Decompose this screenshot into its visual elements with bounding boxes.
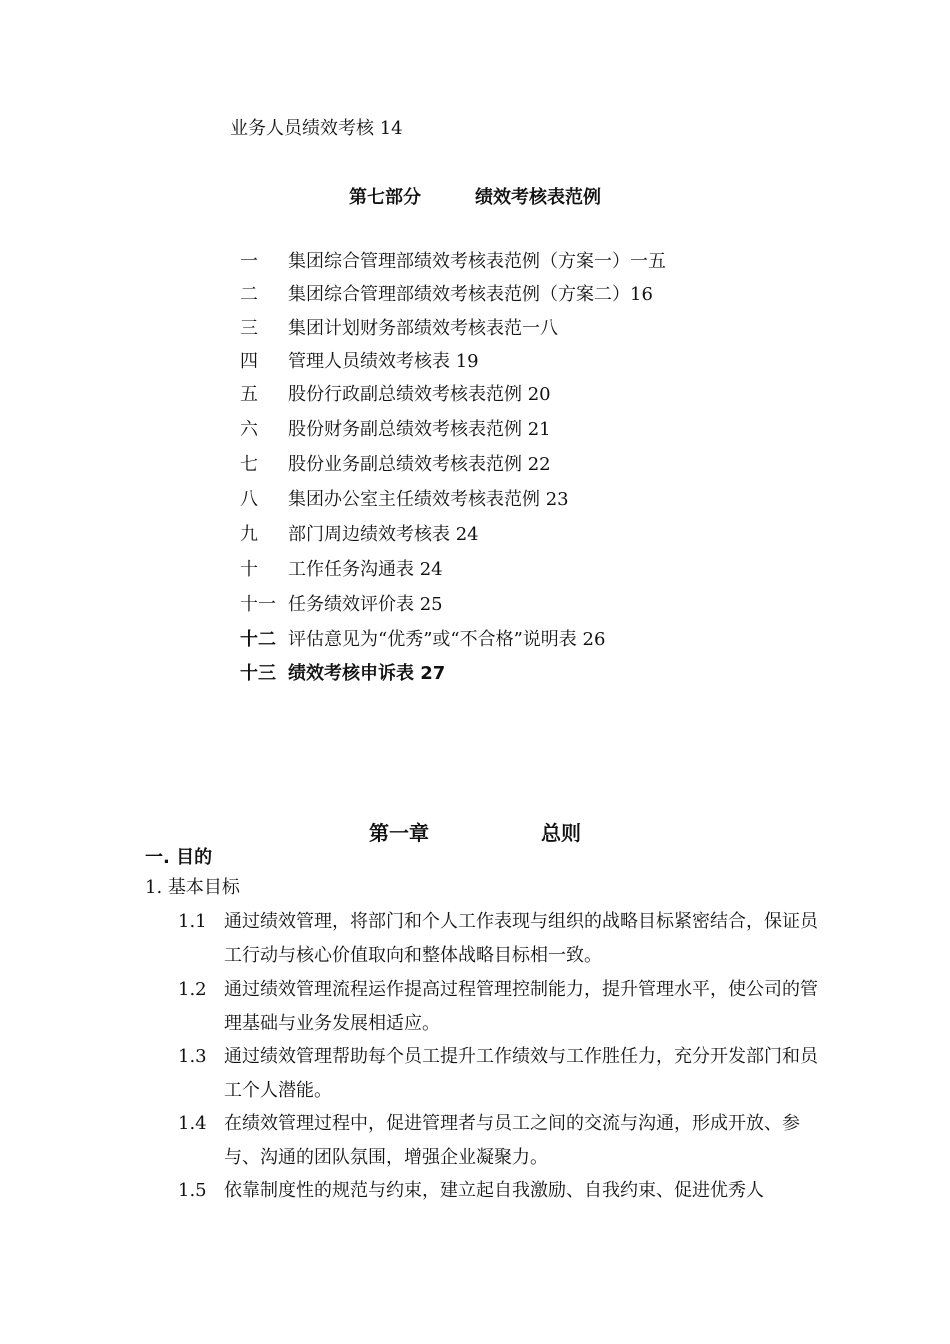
- toc-entry-text: 股份行政副总绩效考核表范例 20: [288, 384, 551, 405]
- subsection-heading: 1. 基本目标: [145, 877, 240, 898]
- list-item-number: 1.4: [178, 1113, 207, 1134]
- list-item-text: 通过绩效管理，将部门和个人工作表现与组织的战略目标紧密结合，保证员工行动与核心价值取向和整体战略目标相一致。: [224, 911, 818, 966]
- toc-entry-number: 三: [240, 318, 258, 339]
- toc-entry-number: 七: [240, 454, 258, 475]
- list-item-number: 1.2: [178, 979, 207, 1000]
- list-item-number: 1.3: [178, 1046, 207, 1067]
- toc-entry-text: 集团计划财务部绩效考核表范一八: [288, 318, 558, 339]
- chapter-title: 总则: [541, 821, 581, 845]
- toc-line-prev: 业务人员绩效考核 14: [230, 118, 403, 139]
- toc-entry-text: 部门周边绩效考核表 24: [288, 524, 479, 545]
- toc-entry-number: 四: [240, 351, 258, 372]
- chapter-label: 第一章: [369, 821, 429, 845]
- toc-entry-number: 八: [240, 489, 258, 510]
- toc-entry-text: 绩效考核申诉表 27: [288, 663, 446, 684]
- list-item-number: 1.5: [178, 1180, 207, 1201]
- toc-entry-number: 六: [240, 419, 258, 440]
- list-item-text: 通过绩效管理帮助每个员工提升工作绩效与工作胜任力，充分开发部门和员工个人潜能。: [224, 1046, 818, 1101]
- toc-entry-text: 股份业务副总绩效考核表范例 22: [288, 454, 551, 475]
- part-title: 绩效考核表范例: [475, 187, 601, 208]
- toc-entry-number: 十三: [240, 663, 276, 684]
- part-label: 第七部分: [349, 187, 421, 208]
- toc-entry-number: 十二: [240, 629, 276, 650]
- toc-entry-text: 评估意见为“优秀”或“不合格”说明表 26: [288, 629, 606, 650]
- chapter-heading: [0, 817, 950, 846]
- toc-entry-text: 集团办公室主任绩效考核表范例 23: [288, 489, 569, 510]
- section-heading: 一. 目的: [145, 847, 213, 868]
- list-item-text: 通过绩效管理流程运作提高过程管理控制能力，提升管理水平，使公司的管理基础与业务发展相适应。: [224, 979, 818, 1034]
- toc-entry-number: 十: [240, 559, 258, 580]
- toc-entry-number: 十一: [240, 594, 276, 615]
- part-heading: [0, 183, 950, 209]
- toc-entry-text: 任务绩效评价表 25: [288, 594, 443, 615]
- toc-entry-number: 五: [240, 384, 258, 405]
- toc-entry-text: 工作任务沟通表 24: [288, 559, 443, 580]
- toc-entry-text: 管理人员绩效考核表 19: [288, 351, 479, 372]
- list-item-number: 1.1: [178, 911, 207, 932]
- toc-entry-number: 一: [240, 251, 258, 272]
- toc-entry-number: 九: [240, 524, 258, 545]
- list-item-text: 在绩效管理过程中，促进管理者与员工之间的交流与沟通，形成开放、参与、沟通的团队氛围，增强企业凝聚力。: [224, 1113, 800, 1168]
- toc-entry-text: 集团综合管理部绩效考核表范例（方案一）一五: [288, 251, 666, 272]
- toc-entry-text: 集团综合管理部绩效考核表范例（方案二）16: [288, 284, 653, 305]
- toc-entry-number: 二: [240, 284, 258, 305]
- list-item-text: 依靠制度性的规范与约束，建立起自我激励、自我约束、促进优秀人: [224, 1180, 764, 1201]
- toc-entry-text: 股份财务副总绩效考核表范例 21: [288, 419, 551, 440]
